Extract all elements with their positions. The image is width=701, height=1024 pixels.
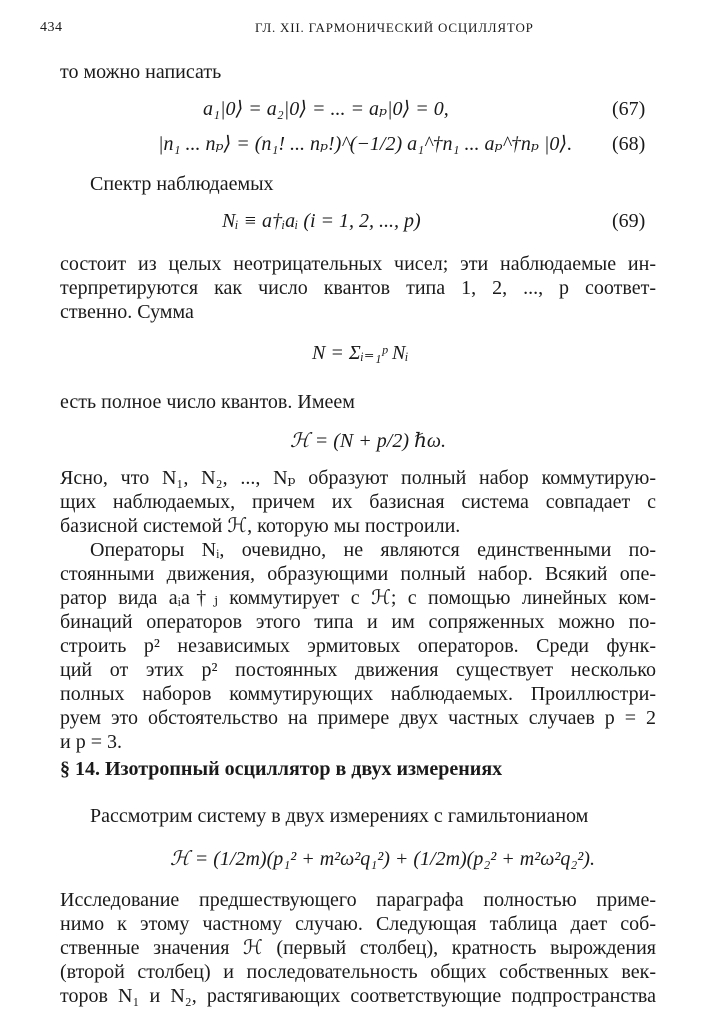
para1-line2: терпретируются как число квантов типа 1, 2, ..., p соответ-	[60, 277, 656, 299]
para4-line4: бинаций операторов этого типа и им сопряженных можно по-	[60, 611, 656, 633]
equation-69: Nᵢ ≡ a†ᵢaᵢ (i = 1, 2, ..., p)	[222, 210, 421, 232]
para4-line9: и p = 3.	[60, 731, 122, 753]
hamiltonian-2d-equation: ℋ = (1/2m)(p₁² + m²ω²q₁²) + (1/2m)(p₂² + m²ω²q₂²).	[170, 848, 595, 870]
para5-line: Рассмотрим систему в двух измерениях с гамильтонианом	[90, 805, 589, 827]
para4-line1: Операторы Nᵢ, очевидно, не являются единственными по-	[90, 539, 656, 561]
para4-line7: полных наборов коммутирующих наблюдаемых. Проиллюстри-	[60, 683, 656, 705]
para6-line3: ственные значения ℋ (первый столбец), кратность вырождения	[60, 937, 656, 959]
equation-67-number: (67)	[612, 98, 646, 120]
para1-line3: ственно. Сумма	[60, 301, 194, 323]
para3-line1: Ясно, что N₁, N₂, ..., Nₚ образуют полный набор коммутирую-	[60, 467, 656, 489]
section-heading: § 14. Изотропный осциллятор в двух измерениях	[60, 758, 503, 780]
equation-68: |n₁ ... nₚ⟩ = (n₁! ... nₚ!)^(−1/2) a₁^†n₁ ... aₚ^†nₚ |0⟩.	[158, 133, 573, 155]
para4-line2: стоянными движения, образующими полный набор. Всякий опе-	[60, 563, 656, 585]
equation-67: a₁|0⟩ = a₂|0⟩ = ... = aₚ|0⟩ = 0,	[203, 98, 449, 120]
equation-69-number: (69)	[612, 210, 646, 232]
running-title: ГЛ. XII. ГАРМОНИЧЕСКИЙ ОСЦИЛЛЯТОР	[255, 20, 534, 35]
equation-68-number: (68)	[612, 133, 646, 155]
para1-line1: состоит из целых неотрицательных чисел; эти наблюдаемые ин-	[60, 253, 656, 275]
para4-line6: ций от этих p² постоянных движения существует несколько	[60, 659, 656, 681]
para4-line3: ратор вида aᵢa†ⱼ коммутирует с ℋ; с помощью линейных ком-	[60, 587, 656, 609]
para2-line: есть полное число квантов. Имеем	[60, 391, 355, 413]
para4-line5: строить p² независимых эрмитовых операторов. Среди функ-	[60, 635, 656, 657]
para6-line1: Исследование предшествующего параграфа полностью приме-	[60, 889, 656, 911]
para6-line4: (второй столбец) и последовательность общих собственных век-	[60, 961, 656, 983]
spectrum-line: Спектр наблюдаемых	[90, 173, 274, 195]
para4-line8: руем это обстоятельство на примере двух частных случаев p = 2	[60, 707, 656, 729]
sum-equation: N = Σᵢ₌₁ᵖ Nᵢ	[312, 342, 409, 364]
hamiltonian-equation: ℋ = (N + p/2) ℏω.	[290, 430, 446, 452]
para3-line3: базисной системой ℋ, которую мы построили.	[60, 515, 461, 537]
intro-line: то можно написать	[60, 61, 222, 83]
para6-line5: торов N₁ и N₂, растягивающих соответствующие подпространства	[60, 985, 656, 1007]
para3-line2: щих наблюдаемых, причем их базисная система совпадает с	[60, 491, 656, 513]
page-number: 434	[40, 20, 63, 35]
para6-line2: нимо к этому частному случаю. Следующая таблица дает соб-	[60, 913, 656, 935]
